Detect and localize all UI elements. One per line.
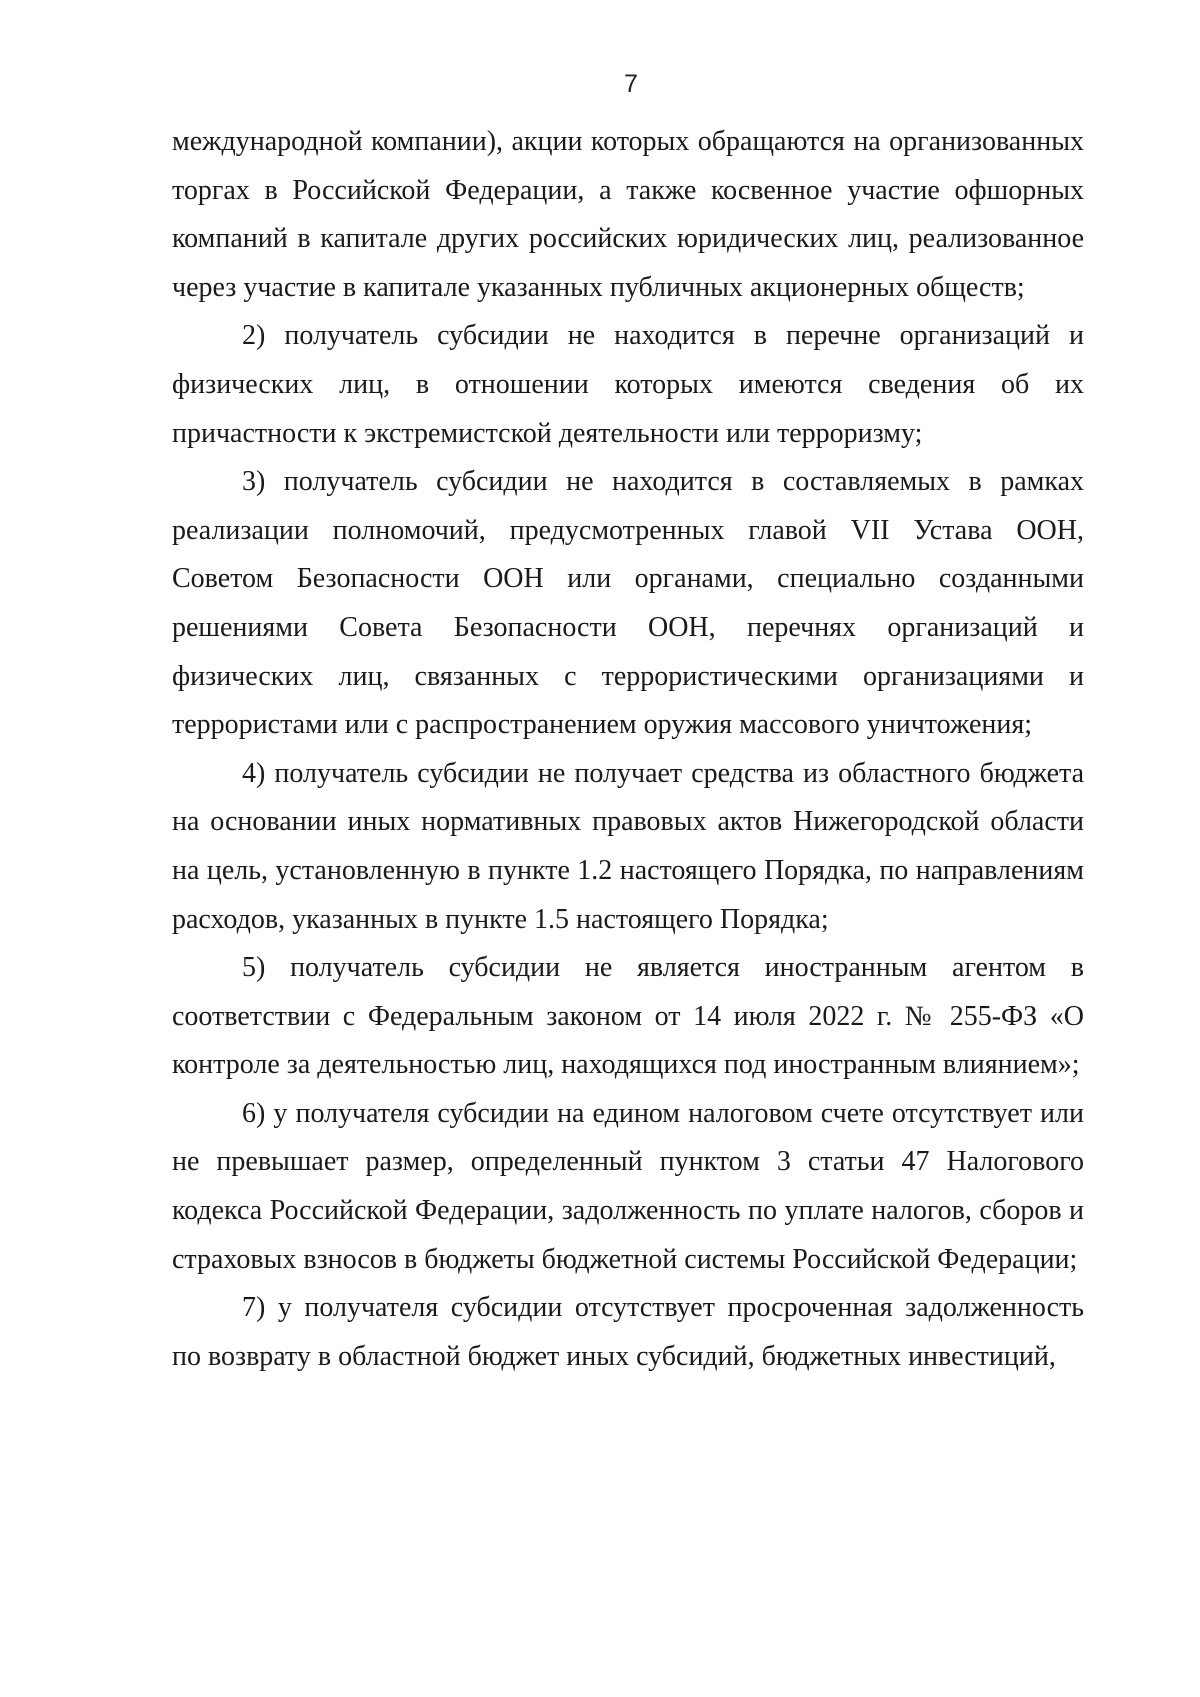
- paragraph-item-4: 4) получатель субсидии не получает средства из областного бюджета на основании иных нормативных правовых актов Нижегородской области на цель, установленную в пункте 1.2 настоящего Порядка, по направлениям расходов, указанных в пункте 1.5 настоящего Порядка;: [172, 757, 1084, 935]
- page-number: 7: [624, 70, 638, 98]
- paragraph-item-7: 7) у получателя субсидии отсутствует просроченная задолженность по возврату в областной бюджет иных субсидий, бюджетных инвестиций,: [172, 1292, 1084, 1372]
- document-body: [172, 118, 1084, 1381]
- paragraph-item-6: 6) у получателя субсидии на едином налоговом счете отсутствует или не превышает размер, определенный пунктом 3 статьи 47 Налогового кодекса Российской Федерации, задолженность по уплате налогов, сборов и страховых взносов в бюджеты бюджетной системы Российской Федерации;: [172, 1097, 1084, 1275]
- paragraph-item-2: 2) получатель субсидии не находится в перечне организаций и физических лиц, в отношении которых имеются сведения об их причастности к экстремистской деятельности или терроризму;: [172, 320, 1084, 449]
- paragraph-item-5: 5) получатель субсидии не является иностранным агентом в соответствии с Федеральным законом от 14 июля 2022 г. № 255-ФЗ «О контроле за деятельностью лиц, находящихся под иностранным влиянием»;: [172, 952, 1084, 1081]
- paragraph-continuation: международной компании), акции которых обращаются на организованных торгах в Российской Федерации, а также косвенное участие офшорных компаний в капитале других российских юридических лиц, реализованное через участие в капитале указанных публичных акционерных обществ;: [172, 126, 1084, 303]
- paragraph-item-3: 3) получатель субсидии не находится в составляемых в рамках реализации полномочий, предусмотренных главой VII Устава ООН, Советом Безопасности ООН или органами, специально созданными решениями Совета Безопасности ООН, перечнях организаций и физических лиц, связанных с террористическими организациями и террористами или с распространением оружия массового уничтожения;: [172, 466, 1084, 741]
